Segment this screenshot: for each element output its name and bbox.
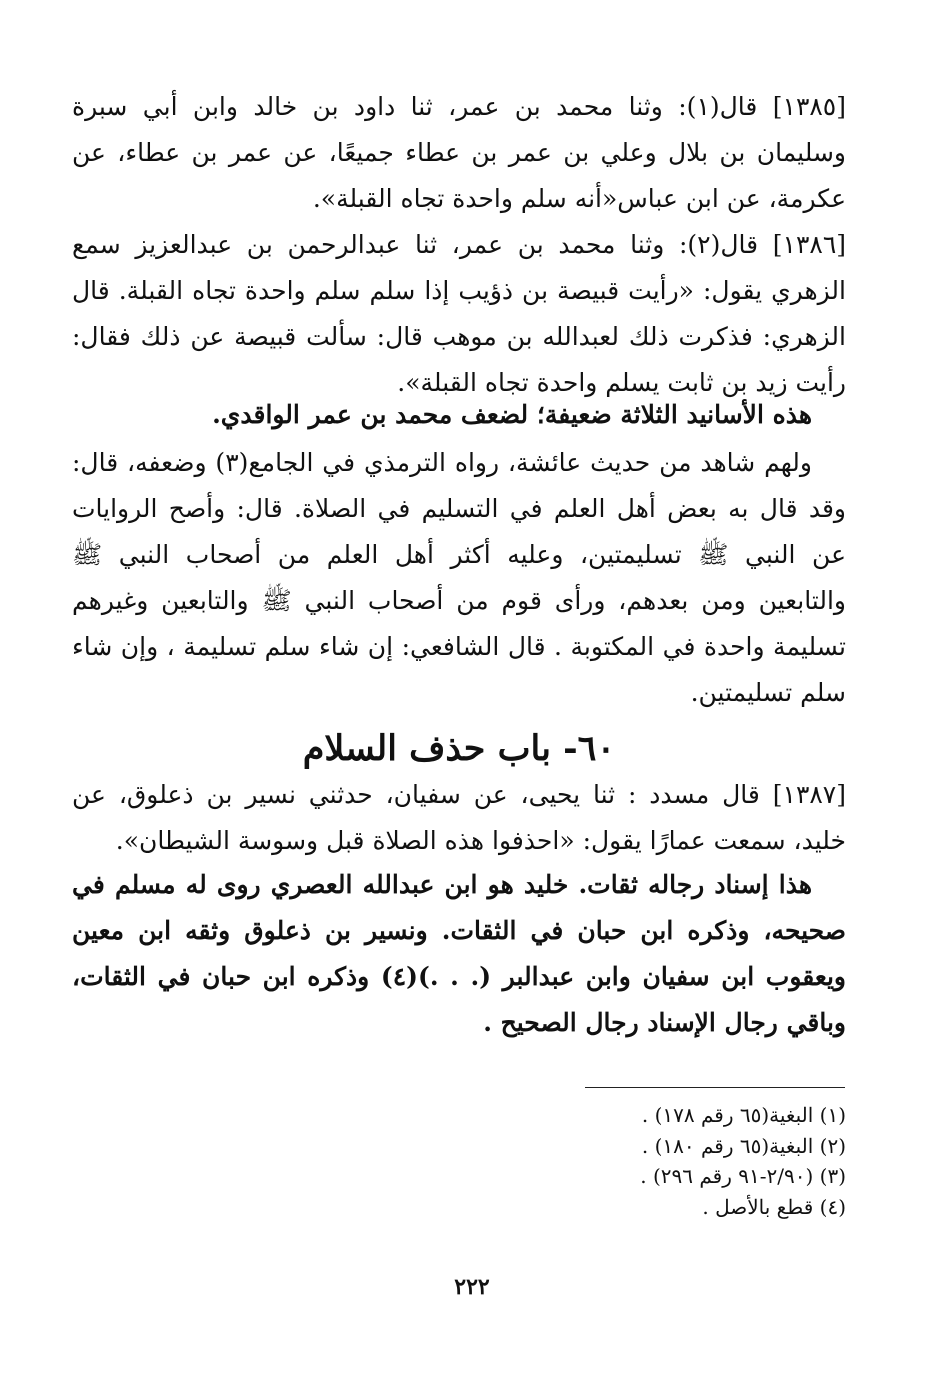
hadith-1387: [١٣٨٧] قال مسدد : ثنا يحيى، عن سفيان، حدثني نسير بن ذعلوق، عن خليد، سمعت عمارًا يقول: «احذفوا هذه الصلاة قبل وسوسة الشيطان».	[72, 780, 846, 855]
footnote-3: (٣) (٢/٩٠-٩١ رقم ٢٩٦) .	[640, 1164, 846, 1188]
footnotes	[300, 1100, 846, 1222]
supporting-narration: ولهم شاهد من حديث عائشة، رواه الترمذي في الجامع(٣) وضعفه، قال: وقد قال به بعض أهل العلم في التسليم في الصلاة. قال: وأصح الروايات عن النبي ﷺ تسليمتين، وعليه أكثر أهل العلم من أصحاب النبي ﷺ والتابعين ومن بعدهم، ورأى قوم من أصحاب النبي ﷺ والتابعين وغيرهم تسليمة واحدة في المكتوبة . قال الشافعي: إن شاء سلم تسليمة ، وإن شاء سلم تسليمتين.	[72, 448, 846, 707]
footnote-divider	[585, 1087, 845, 1088]
grading-note-1: هذه الأسانيد الثلاثة ضعيفة؛ لضعف محمد بن عمر الواقدي.	[212, 400, 812, 429]
footnote-2: (٢) البغية(٦٥ رقم ١٨٠) .	[641, 1133, 846, 1158]
hadith-1385: [١٣٨٥] قال(١): وثنا محمد بن عمر، ثنا داود بن خالد وابن أبي سبرة وسليمان بن بلال وعلي بن عمر بن عطاء جميعًا، عن عمر بن عطاء، عن عكرمة، عن ابن عباس«أنه سلم واحدة تجاه القبلة».	[72, 92, 846, 213]
grading-note-2: هذا إسناد رجاله ثقات. خليد هو ابن عبدالله العصري روى له مسلم في صحيحه، وذكره ابن حبان في الثقات. ونسير بن ذعلوق وثقه ابن معين ويعقوب ابن سفيان وابن عبدالبر (. . .)(٤) وذكره ابن حبان في الثقات، وباقي رجال الإسناد رجال الصحيح .	[72, 870, 846, 1037]
hadith-1386: [١٣٨٦] قال(٢): وثنا محمد بن عمر، ثنا عبدالرحمن بن عبدالعزيز سمع الزهري يقول: «رأيت قبيصة بن ذؤيب إذا سلم سلم واحدة تجاه القبلة. قال الزهري: فذكرت ذلك لعبدالله بن موهب قال: سألت قبيصة عن ذلك فقال: رأيت زيد بن ثابت يسلم واحدة تجاه القبلة».	[72, 230, 847, 397]
footnote-1: (١) البغية(٦٥ رقم ١٧٨) .	[641, 1103, 846, 1127]
chapter-heading: ٦٠- باب حذف السلام	[302, 728, 616, 770]
page-number: ٢٢٢	[454, 1274, 490, 1300]
footnote-4: (٤) قطع بالأصل .	[702, 1194, 846, 1219]
